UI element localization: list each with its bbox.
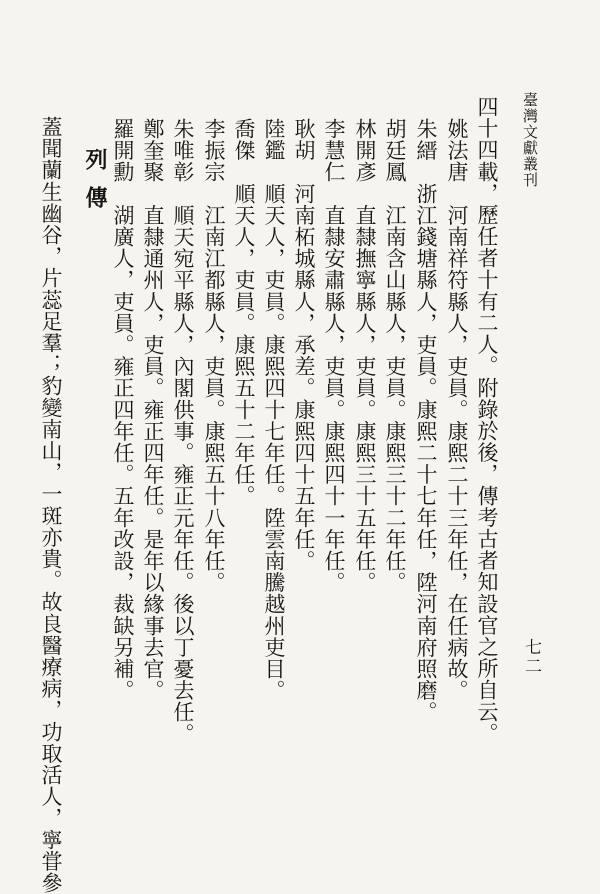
page-number: 七二 [521, 638, 541, 676]
official-entry: 胡廷鳳 江南含山縣人，吏員。康熙三十二年任。 [383, 118, 407, 594]
intro-line: 四十四載，歷任者十有二人。附錄於後，傳考古者知設官之所自云。 [475, 96, 499, 744]
official-entry: 朱縉 浙江錢塘縣人，吏員。康熙二十七年任，陞河南府照磨。 [414, 118, 438, 723]
official-entry: 陸鑑 順天人，吏員。康熙四十七年任。陞雲南騰越州吏目。 [262, 118, 286, 702]
official-entry: 羅開勳 湖廣人，吏員。雍正四年任。五年改設，裁缺另補。 [111, 118, 135, 702]
official-entry: 林開彥 直隸撫寧縣人，吏員。康熙三十五年任。 [353, 118, 377, 594]
biography-line: 蓋聞蘭生幽谷，片蕊足羣；豹變南山，一斑亦貴。故良醫療病，功取活人，寧甞參 [39, 116, 63, 894]
official-entry: 鄭奎聚 直隸通州人，吏員。雍正四年任。是年以緣事去官。 [141, 118, 165, 702]
official-entry: 喬傑 順天人，吏員。康熙五十二年任。 [232, 118, 256, 507]
official-entry: 李慧仁 直隸安肅縣人，吏員。康熙四十一年任。 [322, 118, 346, 594]
section-heading: 列傳 [82, 148, 108, 224]
official-entry: 耿胡 河南柘城縣人，承差。康熙四十五年任。 [292, 118, 316, 572]
official-entry: 李振宗 江南江都縣人，吏員。康熙五十八年任。 [202, 118, 226, 594]
official-entry: 朱唯彰 順天宛平縣人，內閣供事。雍正元年任。後以丁憂去任。 [171, 118, 195, 745]
official-entry: 姚法唐 河南祥符縣人，吏員。康熙二十三年任，在任病故。 [445, 118, 469, 702]
series-title: 臺灣文獻叢刊 [521, 92, 539, 188]
